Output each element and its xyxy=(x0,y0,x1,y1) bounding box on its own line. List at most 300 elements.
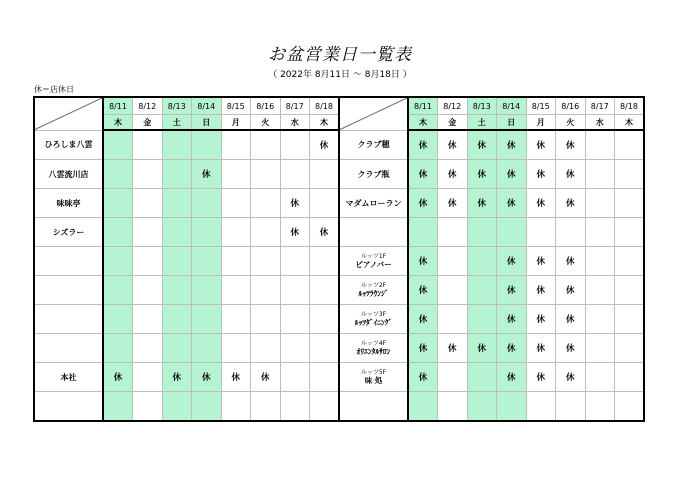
store-name-cell xyxy=(339,276,408,305)
store-row xyxy=(339,392,644,422)
weekday-header-cell: 木 xyxy=(408,115,438,131)
store-name-label: クラブ瓶 xyxy=(357,169,390,179)
schedule-cell xyxy=(103,189,133,218)
schedule-cell xyxy=(192,247,222,276)
schedule-cell xyxy=(221,276,251,305)
closed-mark: 休 xyxy=(506,199,516,209)
closed-mark: 休 xyxy=(536,141,545,151)
date-header-cell: 8/17 xyxy=(280,97,310,115)
date-header-cell: 8/12 xyxy=(438,97,468,115)
schedule-cell xyxy=(251,334,281,363)
schedule-cell xyxy=(556,305,586,334)
schedule-cell xyxy=(133,334,163,363)
header-corner-cell xyxy=(34,97,103,130)
schedule-cell xyxy=(280,189,310,218)
schedule-cell xyxy=(585,189,615,218)
schedule-cell xyxy=(467,160,497,189)
store-row xyxy=(339,363,644,392)
closed-mark: 休 xyxy=(447,170,457,180)
date-header-cell: 8/15 xyxy=(526,97,556,115)
schedule-cell xyxy=(438,305,468,334)
date-header-cell: 8/16 xyxy=(251,97,281,115)
store-name-cell xyxy=(34,247,103,276)
schedule-cell xyxy=(615,160,645,189)
closed-mark: 休 xyxy=(418,315,428,325)
date-header-cell: 8/14 xyxy=(192,97,222,115)
schedule-cell xyxy=(310,247,340,276)
schedule-cell xyxy=(133,392,163,422)
schedule-cell xyxy=(251,189,281,218)
schedule-cell xyxy=(615,218,645,247)
schedule-cell xyxy=(556,363,586,392)
date-header-row xyxy=(339,97,644,115)
legend-note: 休＝店休日 xyxy=(34,85,74,94)
schedule-cell xyxy=(103,363,133,392)
schedule-cell xyxy=(103,247,133,276)
closed-mark: 休 xyxy=(201,170,211,180)
schedule-cell xyxy=(408,218,438,247)
store-name-label: 味 処 xyxy=(364,376,383,385)
schedule-cell xyxy=(192,276,222,305)
schedule-cell xyxy=(133,247,163,276)
schedule-cell xyxy=(438,334,468,363)
schedule-cell xyxy=(497,160,527,189)
schedule-cell xyxy=(438,130,468,160)
store-name-label: クラブ穂 xyxy=(357,140,390,150)
schedule-cell xyxy=(526,189,556,218)
schedule-cell xyxy=(162,363,192,392)
weekday-header-cell: 土 xyxy=(467,115,497,131)
store-name-cell xyxy=(34,218,103,247)
schedule-cell xyxy=(556,130,586,160)
left-schedule-table xyxy=(33,96,340,422)
schedule-cell xyxy=(162,130,192,160)
store-row xyxy=(339,130,644,160)
schedule-cell xyxy=(310,130,340,160)
schedule-cell xyxy=(615,392,645,422)
schedule-cell xyxy=(221,218,251,247)
store-name-label: ﾙｯﾂﾀﾞｲﾆﾝｸﾞ xyxy=(354,318,393,327)
store-floor-label: ルッツ3F xyxy=(360,311,387,318)
schedule-cell xyxy=(280,392,310,422)
schedule-cell xyxy=(467,334,497,363)
schedule-cell xyxy=(438,189,468,218)
date-range-subtitle: （ 2022年 8月11日 ～ 8月18日 ） xyxy=(268,70,412,80)
store-row xyxy=(34,276,339,305)
schedule-cell xyxy=(103,334,133,363)
closed-mark: 休 xyxy=(536,170,545,180)
schedule-cell xyxy=(221,189,251,218)
closed-mark: 休 xyxy=(565,344,575,354)
store-name-cell xyxy=(339,305,408,334)
schedule-cell xyxy=(192,160,222,189)
schedule-cell xyxy=(133,189,163,218)
schedule-cell xyxy=(162,160,192,189)
schedule-cell xyxy=(280,218,310,247)
date-header-cell: 8/15 xyxy=(221,97,251,115)
closed-mark: 休 xyxy=(447,141,457,151)
date-header-cell: 8/18 xyxy=(310,97,340,115)
store-name-label: マダムローラン xyxy=(345,198,402,208)
closed-mark: 休 xyxy=(565,170,575,180)
weekday-header-cell: 日 xyxy=(192,115,222,131)
schedule-cell xyxy=(526,160,556,189)
date-header-cell: 8/14 xyxy=(497,97,527,115)
schedule-cell xyxy=(526,218,556,247)
store-name-label: 味味亭 xyxy=(56,198,81,208)
schedule-cell xyxy=(438,276,468,305)
schedule-cell xyxy=(615,305,645,334)
schedule-cell xyxy=(192,189,222,218)
schedule-cell xyxy=(497,130,527,160)
closed-mark: 休 xyxy=(506,315,516,325)
schedule-cell xyxy=(615,189,645,218)
closed-mark: 休 xyxy=(418,170,428,180)
store-row xyxy=(34,392,339,422)
header-diagonal-line xyxy=(35,98,102,130)
closed-mark: 休 xyxy=(418,141,428,151)
store-row xyxy=(339,334,644,363)
schedule-cell xyxy=(408,305,438,334)
schedule-cell xyxy=(497,276,527,305)
weekday-header-cell: 木 xyxy=(615,115,645,131)
schedule-cell xyxy=(133,305,163,334)
closed-mark: 休 xyxy=(536,315,545,325)
store-name-label: ピアノバー xyxy=(355,260,392,269)
schedule-cell xyxy=(103,218,133,247)
schedule-cell xyxy=(251,305,281,334)
schedule-cell xyxy=(310,334,340,363)
closed-mark: 休 xyxy=(477,199,486,209)
schedule-cell xyxy=(280,334,310,363)
schedule-cell xyxy=(192,363,222,392)
schedule-cell xyxy=(221,363,251,392)
schedule-cell xyxy=(162,305,192,334)
schedule-cell xyxy=(162,392,192,422)
schedule-cell xyxy=(556,334,586,363)
closed-mark: 休 xyxy=(536,257,545,267)
closed-mark: 休 xyxy=(172,373,181,383)
schedule-cell xyxy=(103,130,133,160)
store-name-label: シズラー xyxy=(52,227,85,237)
schedule-cell xyxy=(133,363,163,392)
header-corner-cell xyxy=(339,97,408,130)
schedule-cell xyxy=(467,218,497,247)
closed-mark: 休 xyxy=(418,257,428,267)
weekday-header-cell: 木 xyxy=(310,115,340,131)
date-header-cell: 8/13 xyxy=(162,97,192,115)
store-row xyxy=(34,334,339,363)
store-floor-label: ルッツ1F xyxy=(360,253,387,260)
schedule-cell xyxy=(103,160,133,189)
schedule-cell xyxy=(526,247,556,276)
schedule-cell xyxy=(192,334,222,363)
date-header-row xyxy=(34,97,339,115)
schedule-cell xyxy=(408,189,438,218)
closed-mark: 休 xyxy=(506,286,516,296)
store-name-cell xyxy=(34,160,103,189)
store-row xyxy=(34,189,339,218)
date-header-cell: 8/18 xyxy=(615,97,645,115)
closed-mark: 休 xyxy=(418,199,428,209)
schedule-cell xyxy=(585,218,615,247)
store-row xyxy=(339,276,644,305)
schedule-cell xyxy=(280,247,310,276)
schedule-cell xyxy=(103,305,133,334)
schedule-cell xyxy=(556,276,586,305)
weekday-header-cell: 月 xyxy=(221,115,251,131)
schedule-cell xyxy=(615,247,645,276)
schedule-cell xyxy=(585,160,615,189)
schedule-cell xyxy=(221,130,251,160)
schedule-cell xyxy=(615,130,645,160)
schedule-cell xyxy=(192,305,222,334)
closed-mark: 休 xyxy=(260,373,270,383)
schedule-cell xyxy=(467,276,497,305)
store-name-cell xyxy=(34,363,103,392)
date-header-cell: 8/11 xyxy=(408,97,438,115)
schedule-cell xyxy=(408,276,438,305)
schedule-cell xyxy=(310,305,340,334)
store-floor-label: ルッツ4F xyxy=(360,340,387,347)
store-name-cell xyxy=(34,305,103,334)
closed-mark: 休 xyxy=(290,199,299,209)
store-name-cell xyxy=(339,334,408,363)
schedule-cell xyxy=(615,334,645,363)
schedule-cell xyxy=(497,247,527,276)
schedule-cell xyxy=(133,276,163,305)
schedule-cell xyxy=(280,160,310,189)
closed-mark: 休 xyxy=(506,170,516,180)
closed-mark: 休 xyxy=(447,344,457,354)
store-row xyxy=(34,130,339,160)
store-row xyxy=(34,363,339,392)
header-diagonal-line xyxy=(340,98,407,130)
closed-mark: 休 xyxy=(506,373,516,383)
schedule-cell xyxy=(556,218,586,247)
store-floor-label: ルッツ2F xyxy=(360,282,387,289)
schedule-cell xyxy=(221,392,251,422)
closed-mark: 休 xyxy=(418,373,428,383)
closed-mark: 休 xyxy=(447,199,457,209)
weekday-header-cell: 水 xyxy=(585,115,615,131)
schedule-cell xyxy=(438,247,468,276)
right-schedule-table xyxy=(338,96,645,422)
schedule-cell xyxy=(310,276,340,305)
schedule-cell xyxy=(221,334,251,363)
store-name-cell xyxy=(339,392,408,422)
closed-mark: 休 xyxy=(565,257,575,267)
store-name-label: ﾙｯﾂﾗｳﾝｼﾞ xyxy=(358,289,389,298)
closed-mark: 休 xyxy=(201,373,211,383)
closed-mark: 休 xyxy=(418,344,428,354)
closed-mark: 休 xyxy=(536,373,545,383)
schedule-cell xyxy=(192,218,222,247)
schedule-cell xyxy=(103,276,133,305)
closed-mark: 休 xyxy=(565,373,575,383)
schedule-cell xyxy=(467,305,497,334)
store-name-label: 本社 xyxy=(60,372,77,382)
closed-mark: 休 xyxy=(536,344,545,354)
store-name-label: ｵﾘｴﾝﾀﾙｻﾛﾝ xyxy=(356,347,391,356)
schedule-cell xyxy=(310,218,340,247)
closed-mark: 休 xyxy=(231,373,240,383)
weekday-header-cell: 金 xyxy=(438,115,468,131)
schedule-cell xyxy=(526,305,556,334)
schedule-cell xyxy=(556,189,586,218)
schedule-cell xyxy=(221,247,251,276)
store-name-cell xyxy=(339,130,408,160)
schedule-cell xyxy=(497,334,527,363)
closed-mark: 休 xyxy=(290,228,299,238)
store-name-cell xyxy=(34,130,103,160)
closed-mark: 休 xyxy=(319,228,329,238)
schedule-cell xyxy=(585,363,615,392)
schedule-cell xyxy=(585,130,615,160)
schedule-cell xyxy=(497,189,527,218)
schedule-cell xyxy=(408,392,438,422)
schedule-cell xyxy=(467,189,497,218)
schedule-cell xyxy=(251,247,281,276)
closed-mark: 休 xyxy=(565,315,575,325)
schedule-cell xyxy=(280,276,310,305)
schedule-cell xyxy=(467,247,497,276)
schedule-cell xyxy=(556,392,586,422)
store-name-cell xyxy=(339,160,408,189)
date-header-cell: 8/16 xyxy=(556,97,586,115)
closed-mark: 休 xyxy=(565,141,575,151)
schedule-cell xyxy=(408,334,438,363)
store-row xyxy=(339,305,644,334)
schedule-cell xyxy=(467,392,497,422)
store-row xyxy=(34,218,339,247)
closed-mark: 休 xyxy=(477,344,486,354)
weekday-header-cell: 月 xyxy=(526,115,556,131)
store-name-label: ひろしま八雲 xyxy=(44,140,93,150)
schedule-cell xyxy=(526,334,556,363)
weekday-header-cell: 日 xyxy=(497,115,527,131)
schedule-cell xyxy=(585,247,615,276)
weekday-header-cell: 木 xyxy=(103,115,133,131)
store-floor-label: ルッツ5F xyxy=(360,369,387,376)
schedule-cell xyxy=(526,392,556,422)
schedule-cell xyxy=(497,392,527,422)
store-row xyxy=(339,218,644,247)
date-header-cell: 8/12 xyxy=(133,97,163,115)
store-name-cell xyxy=(34,189,103,218)
store-name-cell xyxy=(34,392,103,422)
schedule-cell xyxy=(615,363,645,392)
weekday-header-cell: 火 xyxy=(556,115,586,131)
schedule-cell xyxy=(467,130,497,160)
store-row xyxy=(339,160,644,189)
schedule-cell xyxy=(221,305,251,334)
schedule-cell xyxy=(310,392,340,422)
schedule-cell xyxy=(585,334,615,363)
schedule-cell xyxy=(526,130,556,160)
store-name-cell xyxy=(34,334,103,363)
schedule-cell xyxy=(438,363,468,392)
schedule-cell xyxy=(310,189,340,218)
store-row xyxy=(339,247,644,276)
store-row xyxy=(339,189,644,218)
date-header-cell: 8/13 xyxy=(467,97,497,115)
store-name-cell xyxy=(339,189,408,218)
schedule-cell xyxy=(280,363,310,392)
date-header-cell: 8/17 xyxy=(585,97,615,115)
schedule-cell xyxy=(251,363,281,392)
schedule-cell xyxy=(526,276,556,305)
schedule-cell xyxy=(162,189,192,218)
closed-mark: 休 xyxy=(506,141,516,151)
page-title: お盆営業日一覧表 xyxy=(268,45,412,65)
schedule-cell xyxy=(310,160,340,189)
store-row xyxy=(34,247,339,276)
closed-mark: 休 xyxy=(113,373,123,383)
schedule-cell xyxy=(162,334,192,363)
schedule-cell xyxy=(408,160,438,189)
closed-mark: 休 xyxy=(565,199,575,209)
schedule-cell xyxy=(556,160,586,189)
schedule-cell xyxy=(251,218,281,247)
closed-mark: 休 xyxy=(506,344,516,354)
schedule-cell xyxy=(438,218,468,247)
closed-mark: 休 xyxy=(418,286,428,296)
closed-mark: 休 xyxy=(536,286,545,296)
schedule-cell xyxy=(221,160,251,189)
schedule-cell xyxy=(251,130,281,160)
weekday-header-cell: 水 xyxy=(280,115,310,131)
schedule-cell xyxy=(103,392,133,422)
store-name-cell xyxy=(339,247,408,276)
schedule-cell xyxy=(133,130,163,160)
schedule-cell xyxy=(497,218,527,247)
store-name-cell xyxy=(339,363,408,392)
schedule-cell xyxy=(438,392,468,422)
store-name-cell xyxy=(339,218,408,247)
store-name-cell xyxy=(34,276,103,305)
schedule-cell xyxy=(133,218,163,247)
schedule-cell xyxy=(162,218,192,247)
weekday-header-cell: 土 xyxy=(162,115,192,131)
schedule-cell xyxy=(408,363,438,392)
store-row xyxy=(34,305,339,334)
schedule-cell xyxy=(192,392,222,422)
schedule-cell xyxy=(251,276,281,305)
schedule-cell xyxy=(251,160,281,189)
schedule-cell xyxy=(585,276,615,305)
schedule-cell xyxy=(162,276,192,305)
store-row xyxy=(34,160,339,189)
schedule-cell xyxy=(310,363,340,392)
schedule-cell xyxy=(133,160,163,189)
weekday-header-cell: 火 xyxy=(251,115,281,131)
schedule-cell xyxy=(497,363,527,392)
schedule-cell xyxy=(585,392,615,422)
schedule-cell xyxy=(408,130,438,160)
schedule-cell xyxy=(192,130,222,160)
store-name-label: 八雲流川店 xyxy=(48,169,89,179)
schedule-cell xyxy=(556,247,586,276)
closed-mark: 休 xyxy=(319,141,329,151)
closed-mark: 休 xyxy=(477,141,486,151)
date-header-cell: 8/11 xyxy=(103,97,133,115)
schedule-cell xyxy=(615,276,645,305)
schedule-cell xyxy=(585,305,615,334)
closed-mark: 休 xyxy=(477,170,486,180)
schedule-cell xyxy=(162,247,192,276)
closed-mark: 休 xyxy=(506,257,516,267)
